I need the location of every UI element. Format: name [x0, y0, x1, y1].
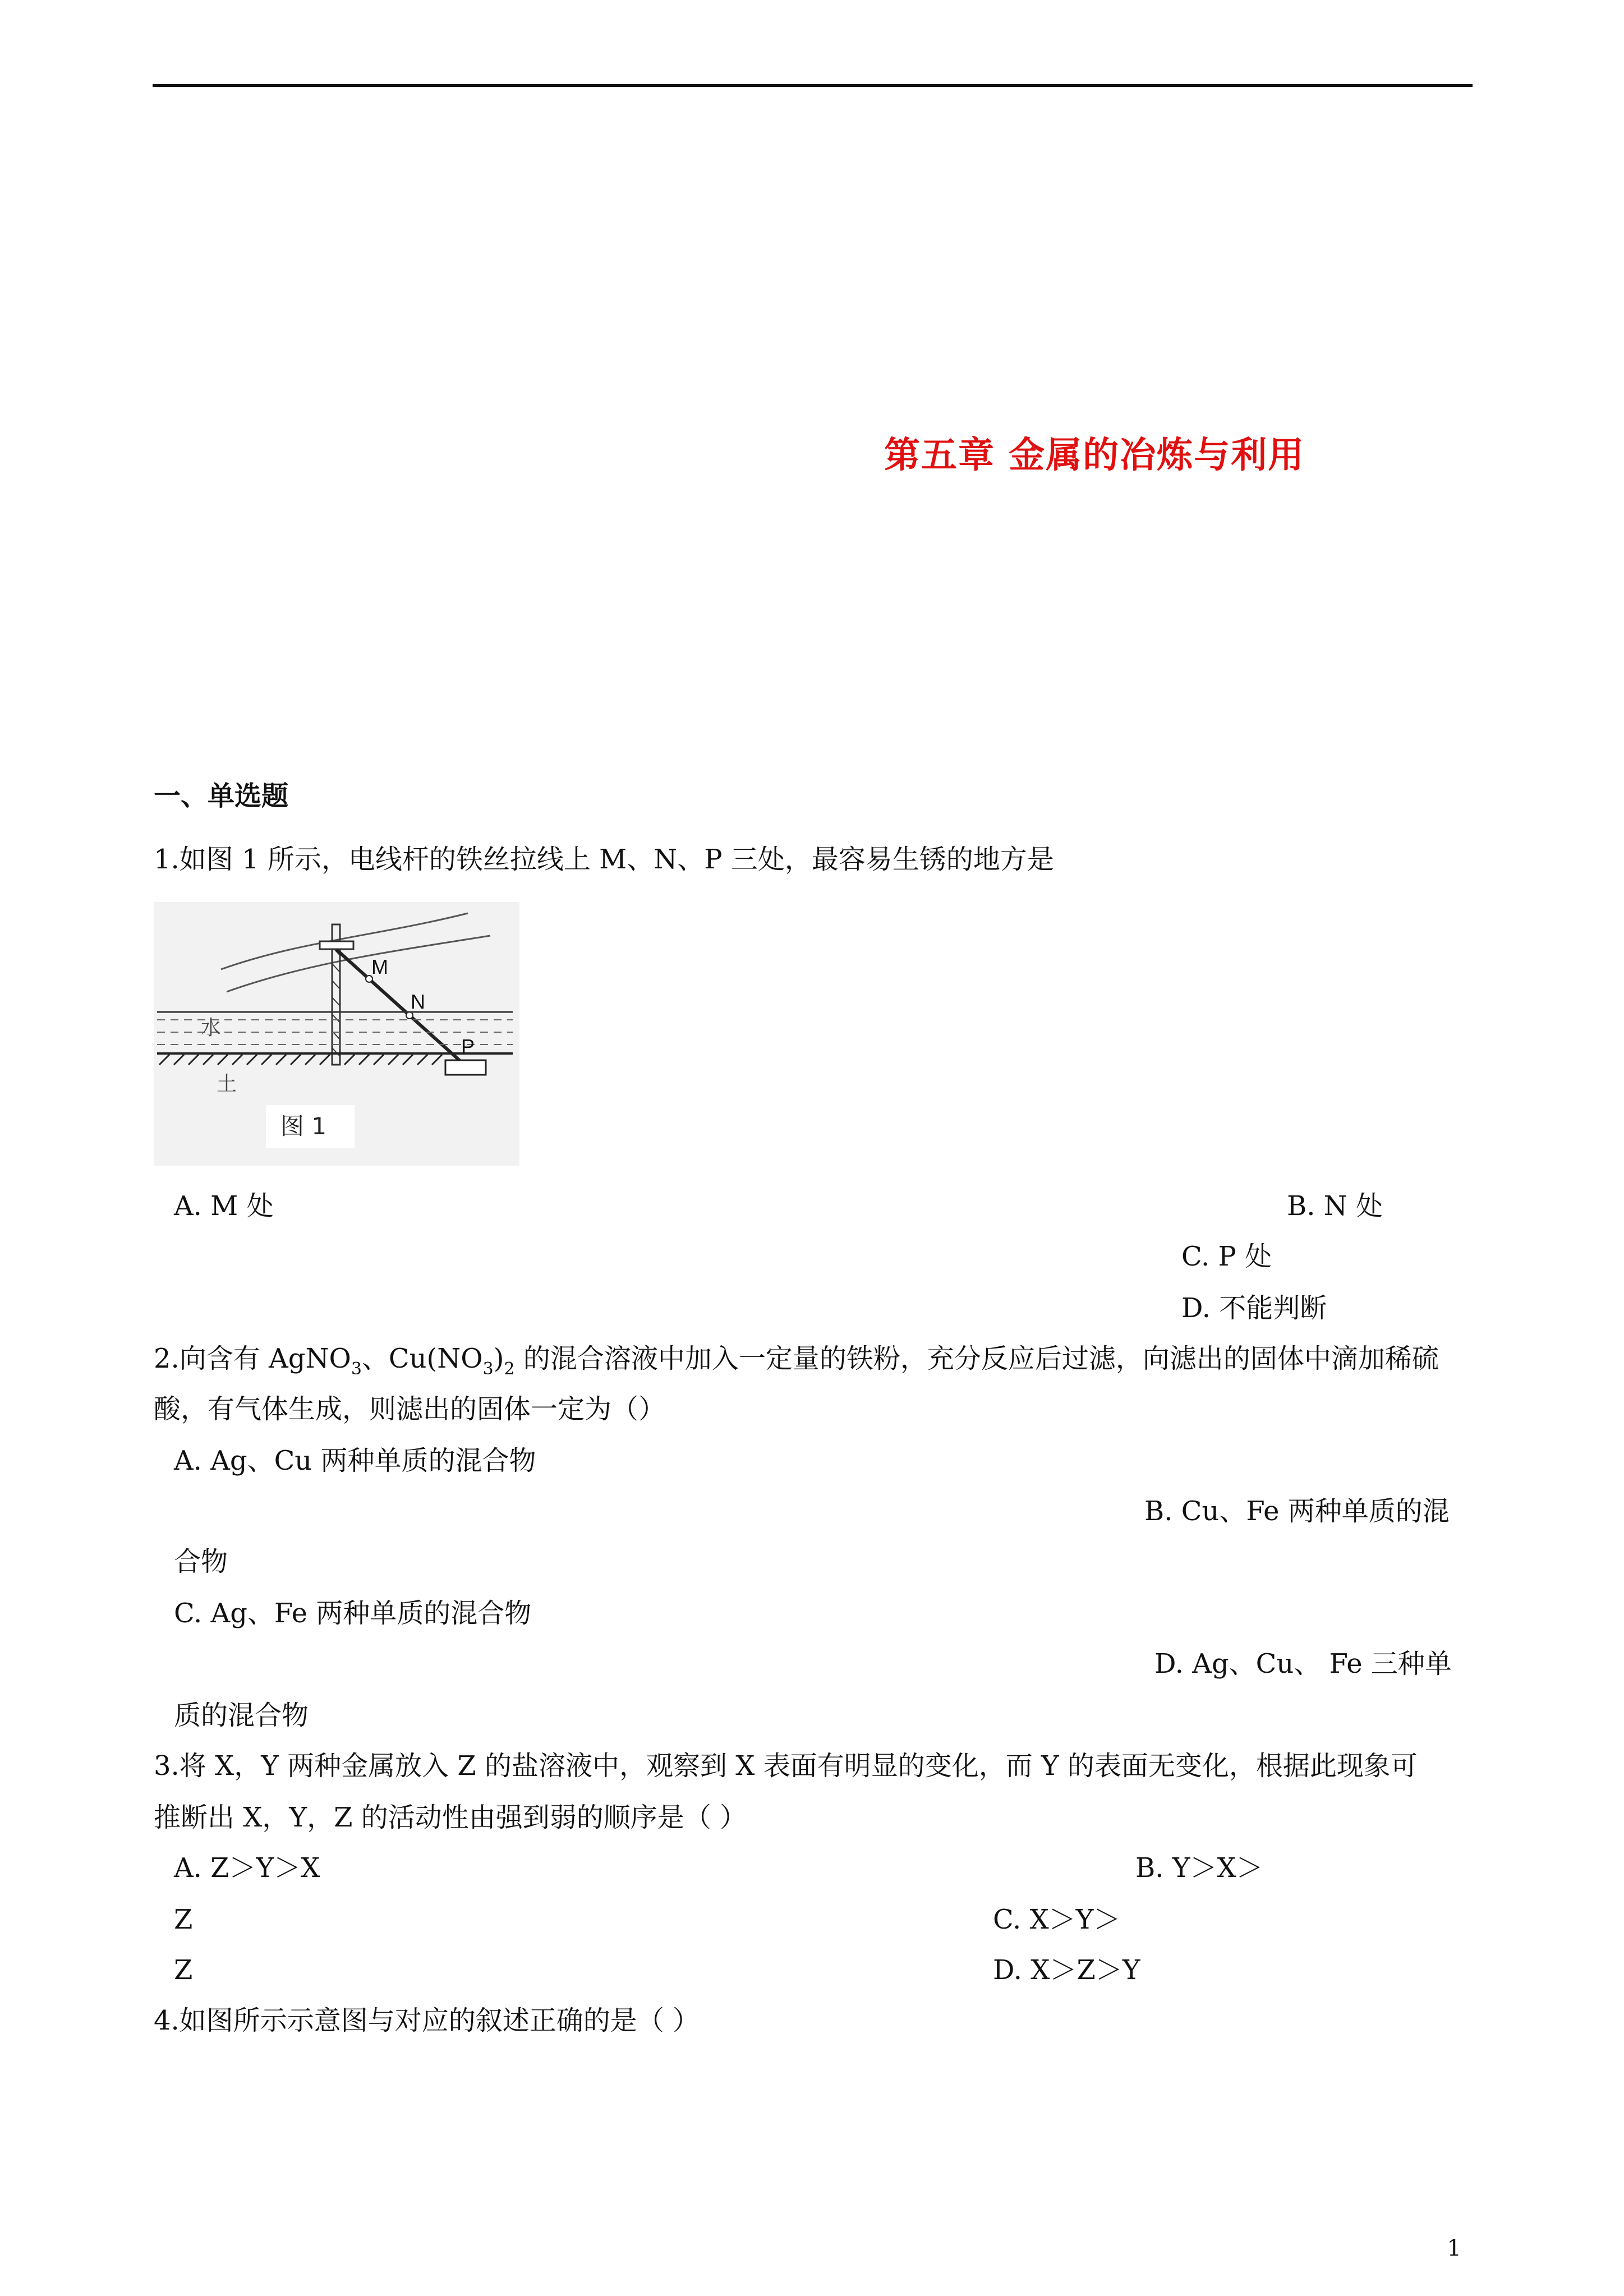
q2-option-a: A. Ag、Cu 两种单质的混合物: [174, 1445, 536, 1476]
q2-option-b-cont: 合物: [174, 1546, 228, 1577]
figure-1: [154, 902, 519, 1166]
page-number: 1: [1447, 2235, 1461, 2261]
q2-option-b: B. Cu、Fe 两种单质的混: [1144, 1496, 1450, 1527]
label-water: 水: [201, 1016, 222, 1039]
label-n: N: [411, 990, 425, 1013]
question-2-stem-line2: 酸，有气体生成，则滤出的固体一定为（）: [154, 1393, 666, 1425]
question-4-stem: 4.如图所示示意图与对应的叙述正确的是（ ）: [154, 2005, 700, 2036]
q2-option-c: C. Ag、Fe 两种单质的混合物: [174, 1598, 532, 1629]
utility-pole-diagram: [154, 902, 519, 1166]
q3-option-c-cont: Z: [174, 1954, 193, 1986]
question-3-stem-line2: 推断出 X，Y，Z 的活动性由强到弱的顺序是（ ）: [154, 1802, 747, 1833]
figure-caption: 图 1: [280, 1112, 327, 1140]
q1-option-a: A. M 处: [174, 1190, 274, 1222]
q1-option-d: D. 不能判断: [1181, 1292, 1327, 1324]
section-heading: 一、单选题: [154, 780, 289, 812]
q2-option-d: D. Ag、Cu、 Fe 三种单: [1154, 1648, 1452, 1680]
label-m: M: [371, 955, 388, 978]
q3-option-b: B. Y＞X＞: [1135, 1852, 1263, 1884]
q1-option-b: B. N 处: [1287, 1190, 1383, 1222]
header-rule: [153, 84, 1473, 87]
q1-option-c: C. P 处: [1181, 1241, 1272, 1272]
q3-option-d: D. X＞Z＞Y: [993, 1954, 1140, 1986]
q3-option-c: C. X＞Y＞: [993, 1904, 1121, 1935]
question-2-stem-line1: 2.向含有 AgNO$_3$、$Cu(NO_3)_2$ 的混合溶液中加入一定量的铁粉，充分反应后过滤，向滤出的固体中滴加稀硫: [154, 1343, 1439, 1379]
question-3-stem-line1: 3.将 X，Y 两种金属放入 Z 的盐溶液中，观察到 X 表面有明显的变化，而 Y 的表面无变化，根据此现象可: [154, 1750, 1418, 1782]
question-1-stem: 1.如图 1 所示，电线杆的铁丝拉线上 M、N、P 三处，最容易生锈的地方是: [154, 844, 1054, 875]
chapter-title: 第五章 金属的冶炼与利用: [884, 435, 1305, 476]
label-p: P: [461, 1035, 475, 1058]
label-soil: 土: [217, 1073, 237, 1096]
q3-option-a: A. Z＞Y＞X: [174, 1852, 320, 1884]
q2-option-d-cont: 质的混合物: [174, 1700, 309, 1731]
q3-option-b-cont: Z: [174, 1904, 193, 1935]
